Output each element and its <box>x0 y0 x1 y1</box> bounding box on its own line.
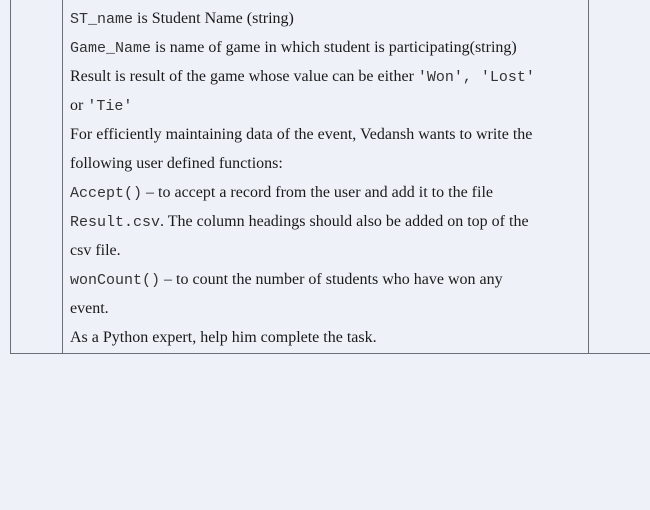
text-or: or <box>70 97 88 114</box>
code-result-csv: Result.csv <box>70 214 161 231</box>
code-woncount: wonCount() <box>70 272 161 289</box>
function-woncount-line <box>70 265 580 294</box>
task-intro-line-1: For efficiently maintaining data of the event, Vedansh wants to write the <box>70 126 533 143</box>
text-game-name: is name of game in which student is participating(string) <box>151 39 517 56</box>
field-description-result <box>70 62 580 91</box>
function-woncount-line-2: event. <box>70 300 109 317</box>
function-accept-line-2 <box>70 207 580 236</box>
code-lost: 'Lost' <box>480 69 535 86</box>
question-text <box>70 4 580 352</box>
task-closing-line: As a Python expert, help him complete the task. <box>70 329 377 346</box>
text-result-csv: . The column headings should also be added on top of the <box>160 213 529 230</box>
table-column-divider-right <box>588 0 589 353</box>
field-description-st-name <box>70 4 580 33</box>
field-description-game-name <box>70 33 580 62</box>
code-separator <box>472 69 481 86</box>
code-game-name: Game_Name <box>70 40 152 57</box>
task-intro-line-2: following user defined functions: <box>70 155 283 172</box>
field-description-result-cont <box>70 91 580 120</box>
function-accept-line-3: csv file. <box>70 242 121 259</box>
function-accept-line <box>70 178 580 207</box>
code-accept: Accept() <box>70 185 143 202</box>
text-st-name: is Student Name (string) <box>133 10 294 27</box>
text-accept: – to accept a record from the user and add it to the file <box>142 184 493 201</box>
text-woncount: – to count the number of students who have won any <box>160 271 503 288</box>
text-result: Result is result of the game whose value can be either <box>70 68 418 85</box>
table-border-left <box>10 0 11 353</box>
table-column-divider <box>62 0 63 353</box>
code-st-name: ST_name <box>70 11 134 28</box>
code-won: 'Won', <box>417 69 472 86</box>
code-tie: 'Tie' <box>87 98 133 115</box>
